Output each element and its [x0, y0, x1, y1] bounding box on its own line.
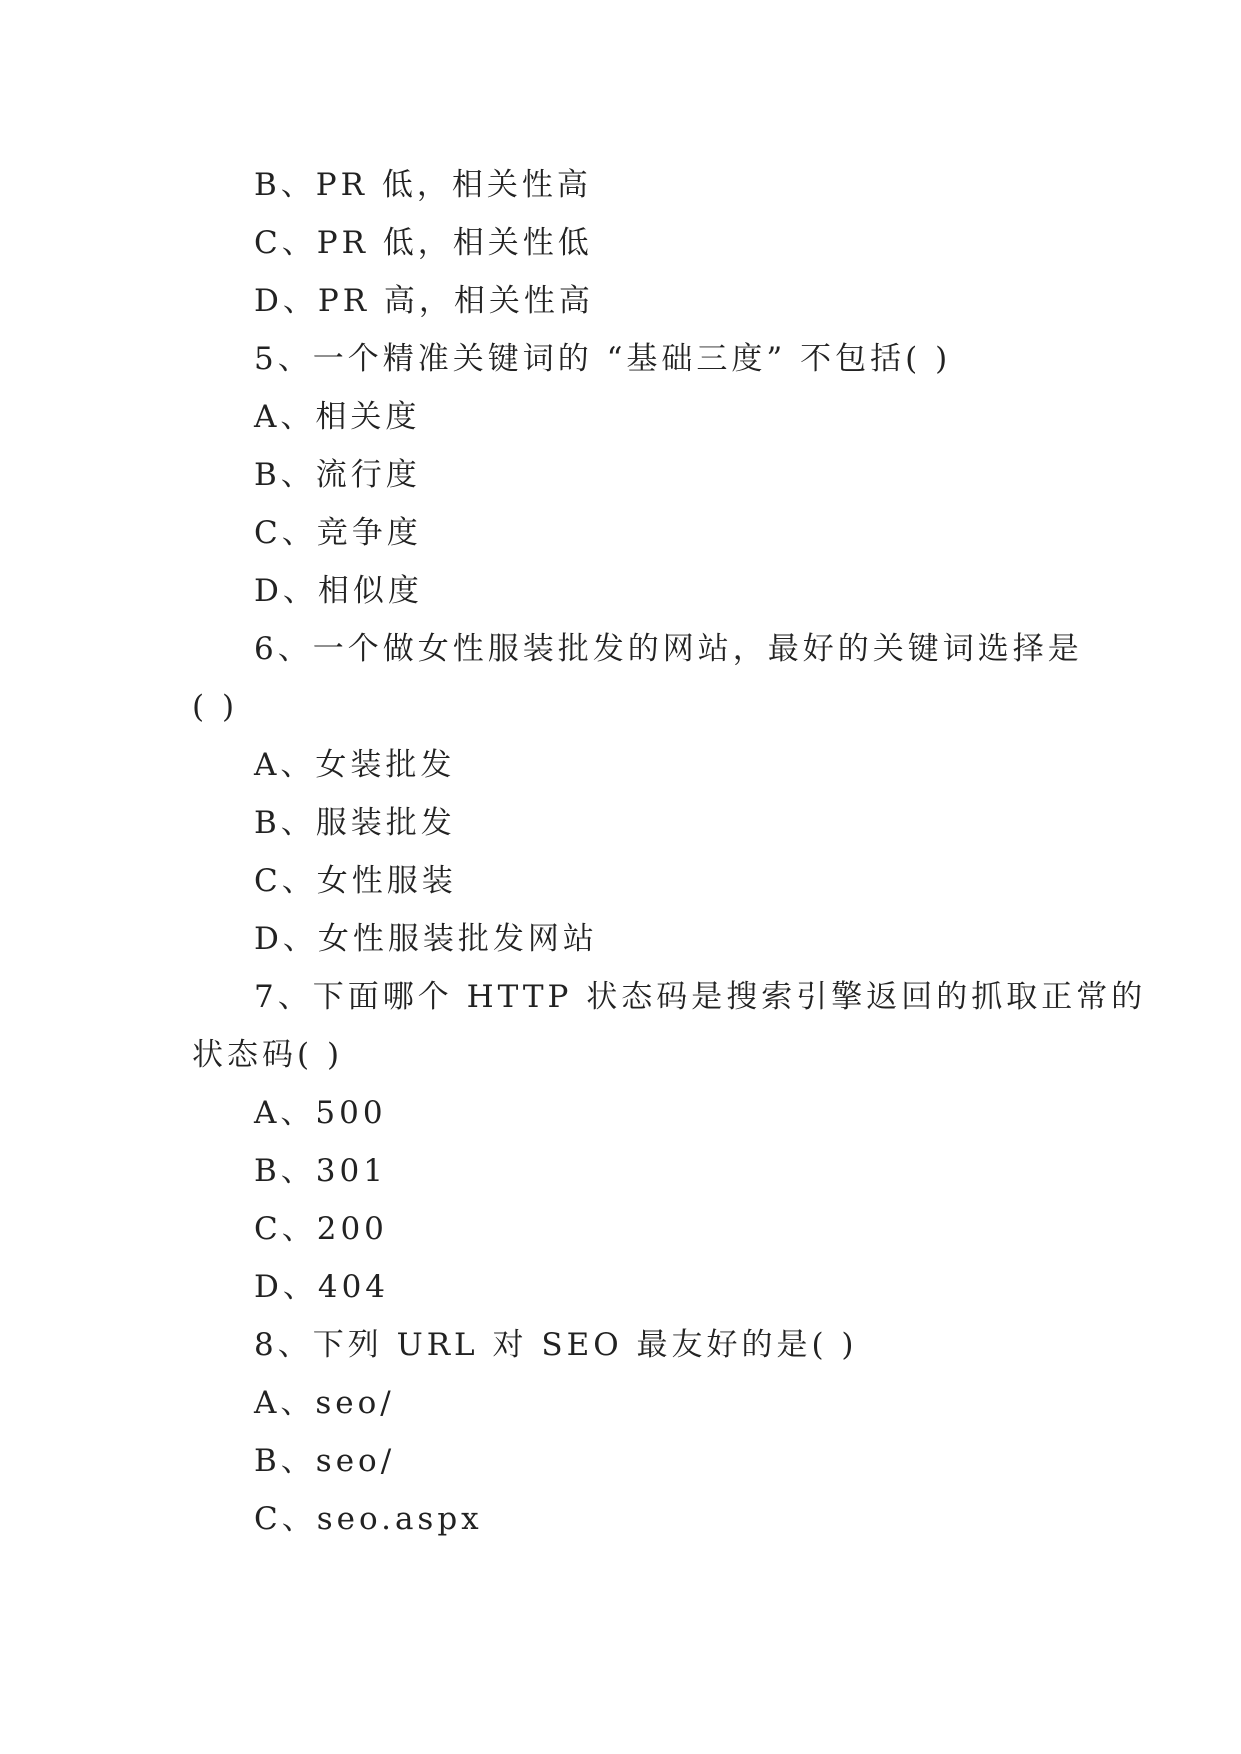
answer-option: C、竞争度: [254, 515, 422, 551]
answer-option: B、服装批发: [254, 805, 456, 841]
question-list: [0, 156, 1241, 1548]
answer-option: B、seo/: [254, 1443, 396, 1479]
question-text: 8、下列 URL 对 SEO 最友好的是( ): [254, 1327, 858, 1363]
answer-option: D、相似度: [254, 573, 423, 609]
answer-option: B、301: [254, 1153, 387, 1189]
answer-option: D、PR 高，相关性高: [254, 283, 594, 319]
question-text-continued: ( ): [192, 689, 239, 725]
question-text-continued: 状态码( ): [192, 1037, 344, 1073]
question-text: 5、一个精准关键词的 “基础三度” 不包括( ): [254, 341, 952, 377]
question-text: 7、下面哪个 HTTP 状态码是搜索引擎返回的抓取正常的: [254, 979, 1147, 1015]
answer-option: D、女性服装批发网站: [254, 921, 598, 957]
question-text: 6、一个做女性服装批发的网站，最好的关键词选择是: [254, 631, 1083, 667]
answer-option: D、404: [254, 1269, 390, 1305]
answer-option: A、相关度: [254, 399, 421, 435]
answer-option: A、seo/: [254, 1385, 395, 1421]
answer-option: C、seo.aspx: [254, 1501, 483, 1537]
answer-option: B、流行度: [254, 457, 421, 493]
answer-option: A、500: [254, 1095, 387, 1131]
answer-option: C、PR 低，相关性低: [254, 225, 593, 261]
answer-option: C、女性服装: [254, 863, 457, 899]
answer-option: A、女装批发: [254, 747, 456, 783]
answer-option: B、PR 低，相关性高: [254, 167, 592, 203]
answer-option: C、200: [254, 1211, 388, 1247]
